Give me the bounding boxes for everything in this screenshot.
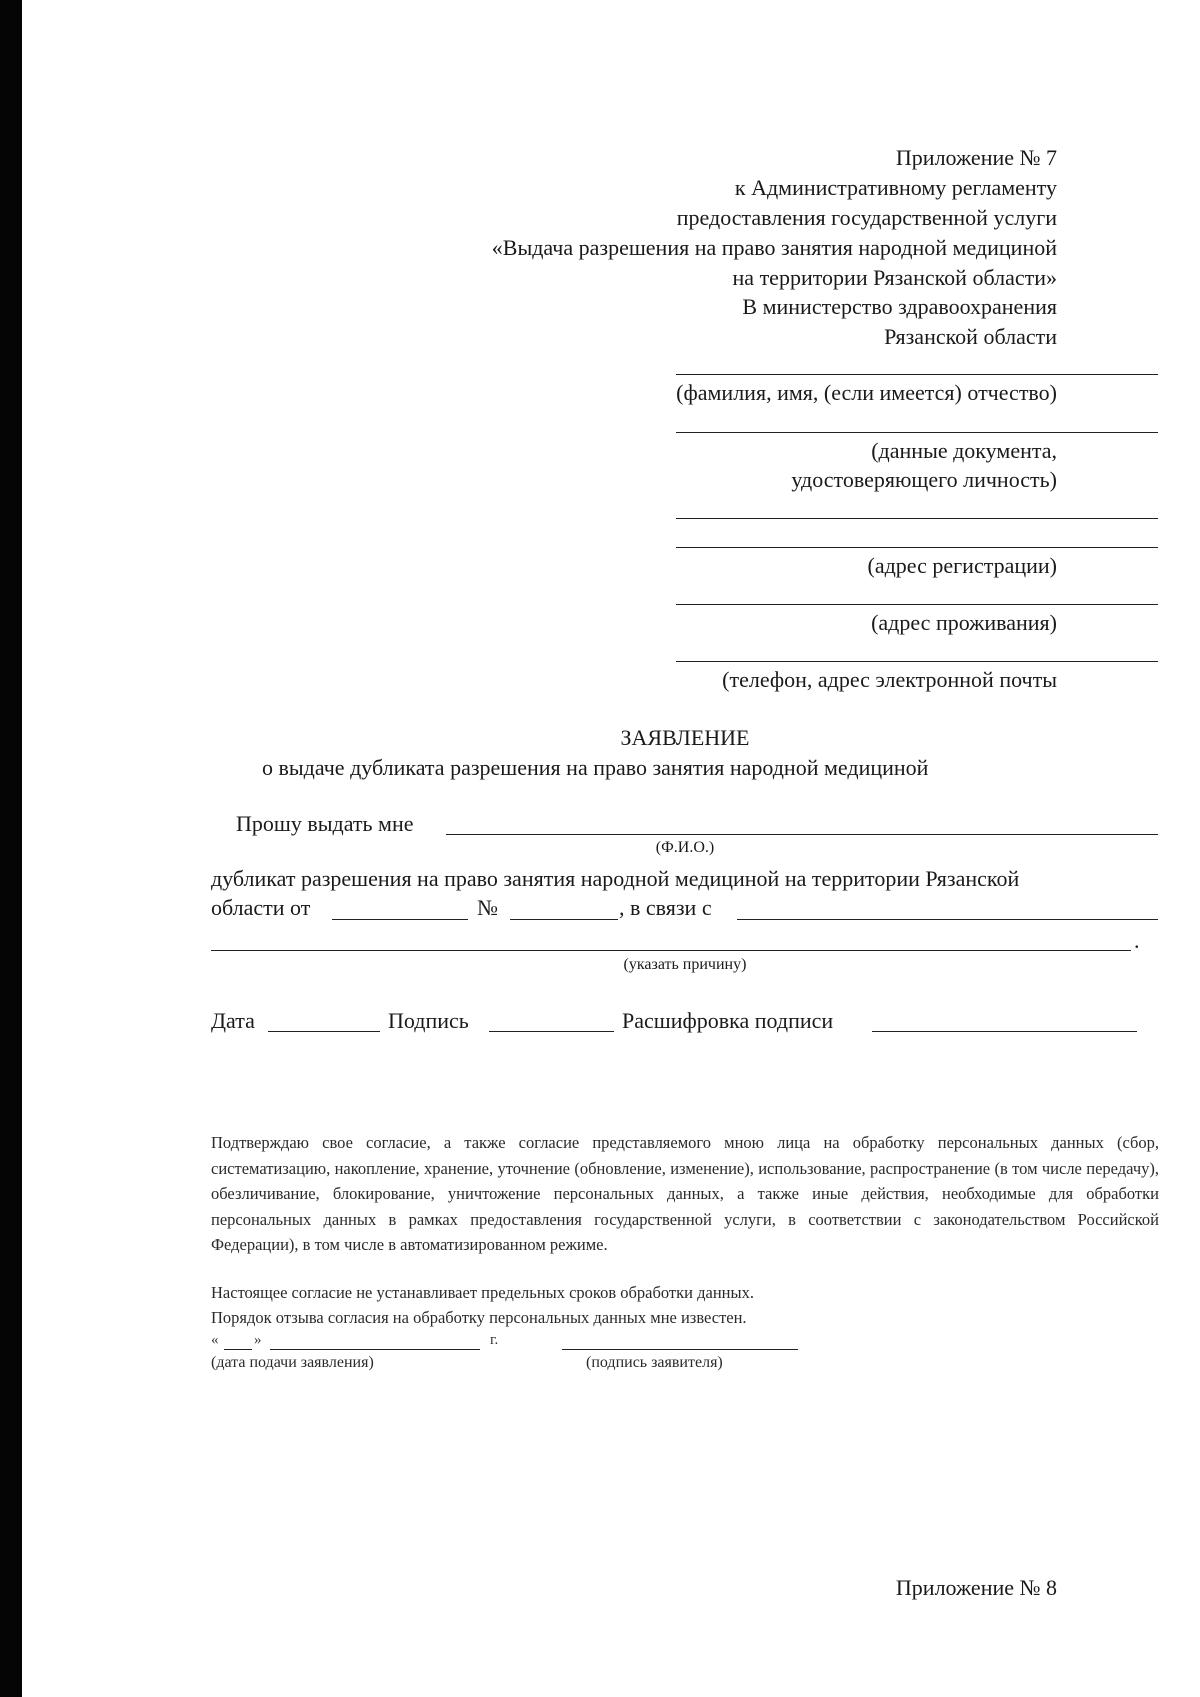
reason-caption: (указать причину) — [623, 956, 747, 973]
statement-heading: ЗАЯВЛЕНИЕ — [620, 725, 750, 750]
name-field-line[interactable] — [676, 374, 1158, 375]
quote-open: « — [211, 1332, 219, 1348]
signature-field-line[interactable] — [489, 1031, 614, 1032]
permit-number-field-line[interactable] — [510, 919, 618, 920]
consent-no-limit: Настоящее согласие не устанавливает предельных сроков обработки данных. — [211, 1283, 754, 1302]
applicant-signature-field-line[interactable] — [562, 1349, 798, 1350]
signature-decoding-label: Расшифровка подписи — [622, 1008, 834, 1033]
oblast-from-label: области от — [211, 895, 311, 920]
recipient-line-1: В министерство здравоохранения — [742, 294, 1057, 319]
statement-subheading: о выдаче дубликата разрешения на право занятия народной медициной — [262, 755, 929, 780]
residence-caption: (адрес проживания) — [871, 610, 1057, 635]
consent-withdrawal: Порядок отзыва согласия на обработку персональных данных мне известен. — [211, 1308, 747, 1327]
header-line-4: на территории Рязанской области» — [732, 265, 1057, 290]
day-field-line[interactable] — [224, 1349, 252, 1350]
signature-decoding-field-line[interactable] — [872, 1031, 1137, 1032]
annex-number: Приложение № 7 — [895, 145, 1057, 170]
date-label: Дата — [211, 1008, 255, 1033]
id-document-caption-2: удостоверяющего личность) — [791, 467, 1057, 492]
registration-field-line-2[interactable] — [676, 547, 1158, 548]
contact-caption: (телефон, адрес электронной почты — [722, 667, 1057, 692]
registration-caption: (адрес регистрации) — [867, 553, 1057, 578]
applicant-signature-caption: (подпись заявителя) — [586, 1354, 723, 1371]
year-suffix: г. — [490, 1332, 499, 1348]
month-year-field-line[interactable] — [270, 1349, 480, 1350]
next-annex-number: Приложение № 8 — [895, 1575, 1057, 1600]
header-line-2: предоставления государственной услуги — [676, 205, 1057, 230]
header-line-3: «Выдача разрешения на право занятия народной медициной — [491, 235, 1057, 260]
id-document-field-line[interactable] — [676, 432, 1158, 433]
recipient-line-2: Рязанской области — [884, 324, 1057, 349]
fio-caption: (Ф.И.О.) — [655, 839, 715, 856]
reason-period: . — [1134, 928, 1140, 953]
date-field-line[interactable] — [268, 1031, 380, 1032]
residence-field-line[interactable] — [676, 604, 1158, 605]
consent-paragraph — [211, 1130, 1159, 1258]
submission-date-caption: (дата подачи заявления) — [211, 1354, 374, 1371]
quote-close: » — [254, 1332, 262, 1348]
reason-field-line-2[interactable] — [211, 950, 1131, 951]
duplicate-text: дубликат разрешения на право занятия народной медициной на территории Рязанской — [211, 866, 1020, 891]
registration-field-line-1[interactable] — [676, 518, 1158, 519]
date-issued-field-line[interactable] — [332, 919, 468, 920]
id-document-caption-1: (данные документа, — [871, 438, 1057, 463]
header-line-1: к Административному регламенту — [734, 175, 1057, 200]
consent-text: Подтверждаю свое согласие, а также согласие представляемого мною лица на обработку персональных данных (сбор, систематизацию, накопление, хранение, уточнение (обновление, изменение), использование, распространение (в том числе передачу), обезличивание, блокирование, уничтожение персональных данных, а также иные действия, необходимые для обработки персональных данных в рамках предоставления государственной услуги, в соответствии с законодательством Российской Федерации), в том числе в автоматизированном режиме. — [211, 1133, 1159, 1254]
contact-field-line[interactable] — [676, 661, 1158, 662]
reason-field-line-1[interactable] — [737, 919, 1158, 920]
name-caption: (фамилия, имя, (если имеется) отчество) — [676, 380, 1057, 405]
request-label: Прошу выдать мне — [236, 811, 414, 836]
fio-field-line[interactable] — [446, 834, 1158, 835]
number-sign: № — [477, 895, 498, 920]
signature-label: Подпись — [388, 1008, 469, 1033]
reason-label: , в связи с — [619, 895, 712, 920]
